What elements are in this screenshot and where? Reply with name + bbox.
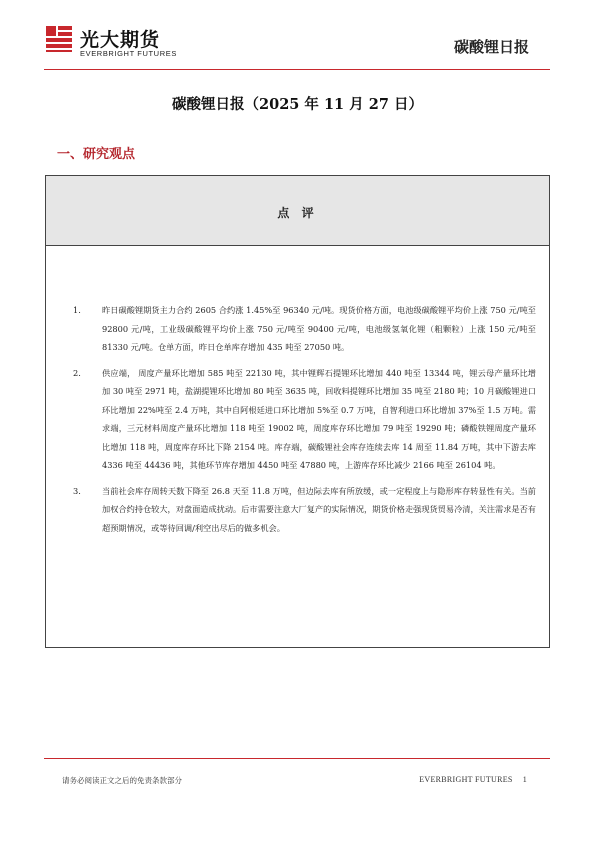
commentary-box-header <box>46 176 549 246</box>
list-item-text: 供应端， 周度产量环比增加 585 吨至 22130 吨，其中锂辉石提锂环比增加 440 吨至 13344 吨，锂云母产量环比增加 30 吨至 2971 吨，盐湖提锂环比增加 80 吨至 3635 吨，回收料提锂环比增加 35 吨至 2180 吨；10 月碳酸锂进口环比增加 22%吨至 2.4 万吨，其中自阿根廷进口环比增加 5%至 0.7 万吨，自智利进口环比增加 37%至 1.5 万吨。需求端，三元材料周度产量环比增加 118 吨至 19002 吨，周度库存环比增加 79 吨至 19290 吨；磷酸铁锂周度产量环比增加 118 吨，周度库存环比下降 2154 吨。库存端，碳酸锂社会库存连续去库 14 周至 11.84 万吨，其中下游去库 4336 吨至 44436 吨，其他环节库存增加 4450 吨至 47880 吨，上游库存环比减少 2166 吨至 26104 吨。 <box>102 367 536 470</box>
page-number: 1 <box>522 775 527 784</box>
footer-brand-name: EVERBRIGHT FUTURES <box>419 775 513 784</box>
section-heading: 一、研究观点 <box>57 147 136 162</box>
brand-name-en: EVERBRIGHT FUTURES <box>80 49 177 58</box>
report-name: 碳酸锂日报 <box>453 38 529 56</box>
list-item-text: 昨日碳酸锂期货主力合约 2605 合约涨 1.45%至 96340 元/吨。现货价格方面，电池级碳酸锂平均价上涨 750 元/吨至 92800 元/吨，工业级碳酸锂平均价上涨 750 元/吨至 90400 元/吨，电池级氢氧化锂（粗颗粒）上涨 150 元/吨至 81330 元/吨。仓单方面，昨日仓单库存增加 435 吨至 27050 吨。 <box>102 305 536 352</box>
footer-brand <box>419 775 527 784</box>
footer-divider <box>44 758 550 759</box>
list-item-number: 3. <box>73 485 81 496</box>
footer-disclaimer: 请务必阅读正文之后的免责条款部分 <box>62 776 182 785</box>
list-item-text: 当前社会库存周转天数下降至 26.8 天至 11.8 万吨，但边际去库有所放缓，或一定程度上与隐形库存转显性有关。当前加权合约持仓较大，对盘面造成扰动。后市需要注意大厂复产的实际情况，期货价格走强现货贸易冷清，关注需求是否有超预期情况，或等待回调/利空出尽后的做多机会。 <box>102 485 536 533</box>
commentary-box-title: 点 评 <box>277 206 318 220</box>
list-item-number: 2. <box>73 367 81 378</box>
list-item <box>66 482 536 538</box>
brand-name-cn: 光大期货 <box>80 29 161 51</box>
everbright-logo-icon <box>44 24 74 54</box>
header-divider <box>44 69 550 70</box>
page-header <box>0 0 595 80</box>
list-item-number: 1. <box>73 305 81 315</box>
commentary-box <box>45 175 550 648</box>
list-item <box>66 364 536 475</box>
document-title: 碳酸锂日报（2025 年 11 月 27 日） <box>172 96 423 113</box>
list-item <box>66 301 536 357</box>
commentary-list <box>66 301 536 544</box>
